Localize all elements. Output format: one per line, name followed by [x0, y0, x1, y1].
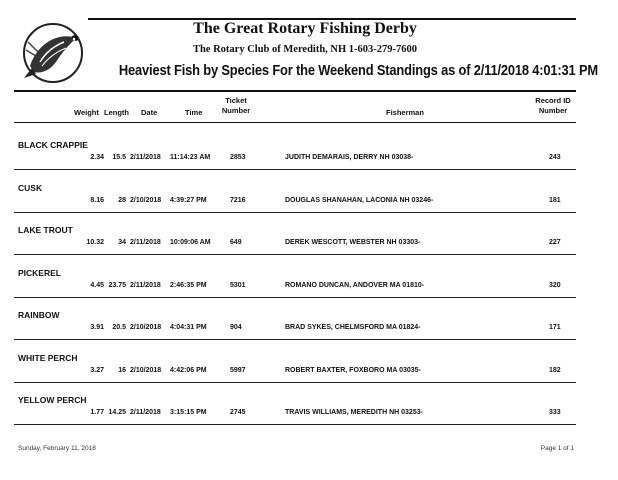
cell-ticket: 7216 [230, 196, 246, 204]
cell-weight: 10.32 [86, 239, 104, 246]
entry-divider [14, 382, 576, 383]
cell-ticket: 5997 [230, 366, 246, 374]
species-label: YELLOW PERCH [18, 395, 87, 405]
col-record-line2: Number [538, 106, 568, 115]
col-ticket [218, 96, 254, 116]
footer-date: Sunday, February 11, 2018 [18, 445, 96, 452]
entry-row [0, 239, 618, 251]
cell-length: 14.25 [108, 409, 126, 416]
cell-date: 2/10/2018 [130, 196, 162, 204]
cell-ticket: 904 [230, 324, 242, 331]
col-fisherman: Fisherman [386, 108, 424, 117]
col-ticket-line2: Number [221, 106, 251, 115]
cell-weight: 1.77 [90, 409, 104, 416]
cell-record: 333 [549, 409, 561, 416]
col-record [530, 96, 576, 116]
cell-record: 243 [549, 154, 561, 161]
species-label: RAINBOW [18, 310, 60, 320]
cell-fisherman: DEREK WESCOTT, WEBSTER NH 03303- [285, 239, 421, 246]
report-subtitle: The Rotary Club of Meredith, NH 1-603-279-7600 [192, 44, 418, 55]
cell-date: 2/11/2018 [130, 239, 161, 246]
cell-length: 15.5 [112, 154, 126, 161]
cell-date: 2/11/2018 [130, 409, 161, 416]
cell-time: 11:14:23 AM [170, 154, 211, 161]
entry-divider [14, 169, 576, 170]
cell-time: 3:15:15 PM [170, 409, 207, 416]
cell-ticket: 2745 [230, 409, 246, 416]
col-length: Length [104, 108, 129, 117]
entry-divider [14, 212, 576, 213]
col-time: Time [185, 108, 203, 117]
cell-time: 4:42:06 PM [170, 366, 207, 374]
cell-length: 34 [118, 239, 126, 246]
cell-record: 320 [549, 281, 561, 289]
report-title: The Great Rotary Fishing Derby [193, 20, 417, 37]
cell-record: 182 [549, 366, 561, 374]
entry-row [0, 282, 618, 294]
entry-divider [14, 254, 576, 255]
entry-row [0, 324, 618, 336]
cell-record: 171 [549, 324, 561, 331]
entry-row [0, 409, 618, 421]
cell-time: 2:46:35 PM [170, 281, 207, 289]
entry-divider [14, 339, 576, 340]
cell-date: 2/11/2018 [130, 281, 161, 289]
species-label: LAKE TROUT [18, 225, 73, 235]
cell-time: 10:09:06 AM [170, 239, 211, 246]
cell-weight: 2.34 [90, 154, 104, 161]
cell-date: 2/10/2018 [130, 366, 162, 374]
col-ticket-line1: Ticket [225, 96, 247, 105]
cell-fisherman: JUDITH DEMARAIS, DERRY NH 03038- [285, 154, 414, 161]
entry-row [0, 154, 618, 166]
cell-weight: 8.16 [90, 196, 104, 204]
cell-fisherman: ROMANO DUNCAN, ANDOVER MA 01810- [285, 281, 425, 289]
cell-fisherman: ROBERT BAXTER, FOXBORO MA 03035- [285, 366, 421, 374]
cell-length: 28 [118, 196, 126, 204]
species-label: WHITE PERCH [18, 352, 78, 363]
entry-divider [14, 424, 576, 425]
col-weight: Weight [74, 108, 99, 117]
entry-divider [14, 297, 576, 298]
cell-record: 227 [549, 239, 561, 246]
cell-ticket: 2853 [230, 154, 246, 161]
fish-logo-icon [20, 22, 86, 84]
cell-ticket: 649 [230, 239, 242, 246]
report-banner: Heaviest Fish by Species For the Weekend Standings as of 2/11/2018 4:01:31 PM [118, 62, 598, 79]
cell-time: 4:39:27 PM [170, 196, 207, 204]
cell-time: 4:04:31 PM [170, 324, 207, 331]
cell-date: 2/10/2018 [130, 324, 162, 331]
cell-weight: 3.27 [90, 366, 104, 374]
footer-page: Page 1 of 1 [540, 445, 574, 452]
cell-length: 20.5 [112, 324, 126, 331]
species-label: PICKEREL [18, 267, 61, 278]
cell-date: 2/11/2018 [130, 154, 161, 161]
entry-row [0, 197, 618, 209]
cell-fisherman: BRAD SYKES, CHELMSFORD MA 01824- [285, 324, 421, 331]
species-label: CUSK [18, 182, 43, 193]
col-record-line1: Record ID [535, 96, 571, 105]
cell-length: 23.75 [108, 281, 126, 289]
col-date: Date [141, 108, 158, 117]
entry-row [0, 367, 618, 379]
cell-weight: 4.45 [90, 281, 104, 289]
column-rule [14, 122, 576, 123]
cell-length: 16 [118, 366, 126, 374]
cell-weight: 3.91 [90, 324, 104, 331]
species-label: BLACK CRAPPIE [18, 140, 88, 150]
cell-ticket: 5301 [230, 281, 246, 289]
cell-record: 181 [549, 196, 561, 204]
cell-fisherman: TRAVIS WILLIAMS, MEREDITH NH 03253- [285, 409, 423, 416]
header-rule [14, 90, 576, 92]
cell-fisherman: DOUGLAS SHANAHAN, LACONIA NH 03246- [285, 196, 434, 204]
